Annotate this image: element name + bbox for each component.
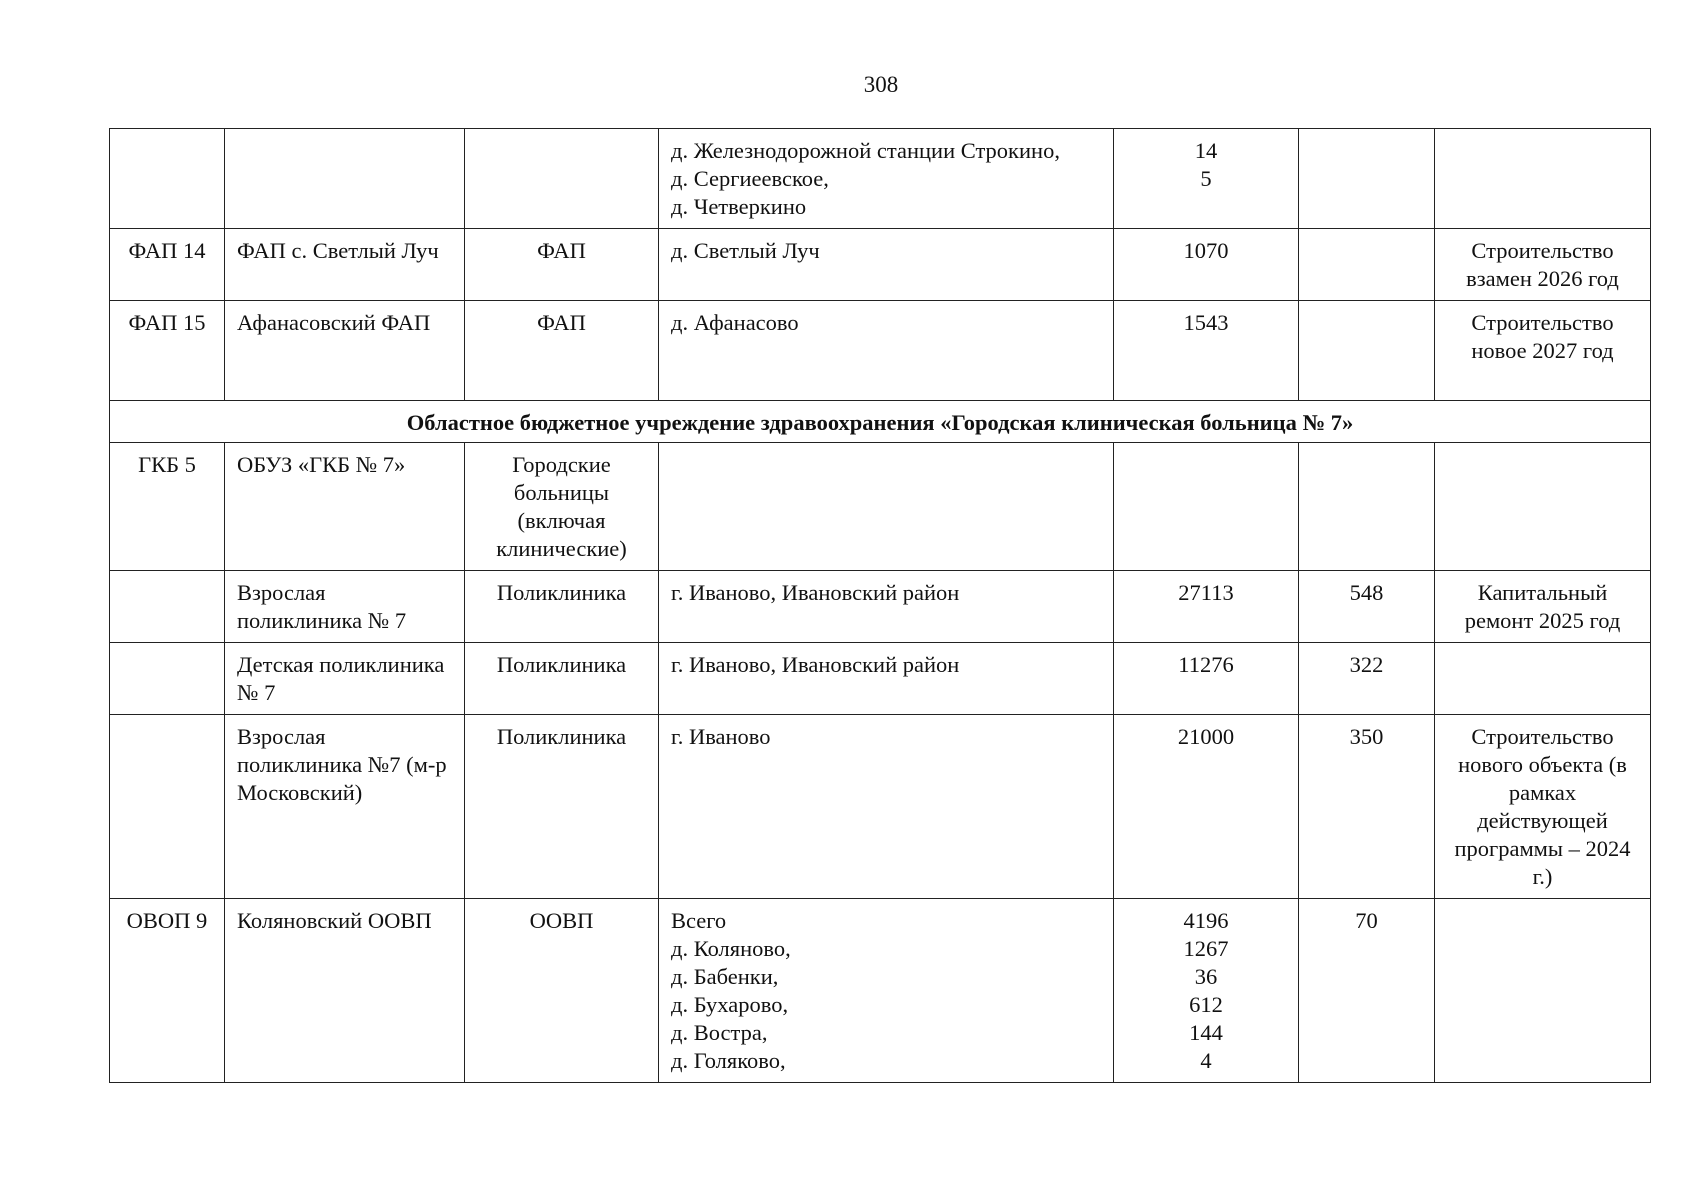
facility-name-cell: Афанасовский ФАП xyxy=(225,301,465,401)
table-row xyxy=(110,899,1651,1083)
table-row xyxy=(110,229,1651,301)
capacity-cell: 350 xyxy=(1299,715,1435,899)
settlements-cell: г. Иваново, Ивановский район xyxy=(659,571,1114,643)
settlements-cell: д. Светлый Луч xyxy=(659,229,1114,301)
facility-name-cell: Детская поликлиника № 7 xyxy=(225,643,465,715)
facilities-table xyxy=(109,128,1651,1083)
population-cell xyxy=(1114,443,1299,571)
capacity-cell xyxy=(1299,229,1435,301)
facility-type-cell: ФАП xyxy=(465,229,659,301)
page-number: 308 xyxy=(863,72,899,97)
capacity-cell xyxy=(1299,129,1435,229)
capacity-cell: 70 xyxy=(1299,899,1435,1083)
facility-name-cell: Коляновский ООВП xyxy=(225,899,465,1083)
facility-name-cell: ФАП с. Светлый Луч xyxy=(225,229,465,301)
section-title: Областное бюджетное учреждение здравоохранения «Городская клиническая больница № 7» xyxy=(110,401,1651,443)
population-cell: 4196 1267 36 612 144 4 xyxy=(1114,899,1299,1083)
facility-name-cell: Взрослая поликлиника №7 (м-р Московский) xyxy=(225,715,465,899)
facility-code-cell: ФАП 15 xyxy=(110,301,225,401)
facility-code-cell xyxy=(110,715,225,899)
facility-code-cell xyxy=(110,129,225,229)
population-cell: 14 5 xyxy=(1114,129,1299,229)
facility-type-cell xyxy=(465,129,659,229)
settlements-cell: д. Железнодорожной станции Строкино, д. Сергиеевское, д. Четверкино xyxy=(659,129,1114,229)
population-cell: 11276 xyxy=(1114,643,1299,715)
facility-code-cell: ГКБ 5 xyxy=(110,443,225,571)
note-cell xyxy=(1435,129,1651,229)
facility-name-cell: Взрослая поликлиника № 7 xyxy=(225,571,465,643)
table-row xyxy=(110,571,1651,643)
facility-type-cell: Поликлиника xyxy=(465,571,659,643)
note-cell: Капитальный ремонт 2025 год xyxy=(1435,571,1651,643)
table-row xyxy=(110,129,1651,229)
settlements-cell: г. Иваново xyxy=(659,715,1114,899)
note-cell: Строительство взамен 2026 год xyxy=(1435,229,1651,301)
table-row xyxy=(110,643,1651,715)
facility-type-cell: ООВП xyxy=(465,899,659,1083)
facility-code-cell: ФАП 14 xyxy=(110,229,225,301)
note-cell xyxy=(1435,443,1651,571)
table-row xyxy=(110,443,1651,571)
facility-code-cell: ОВОП 9 xyxy=(110,899,225,1083)
note-cell: Строительство нового объекта (в рамках действующей программы – 2024 г.) xyxy=(1435,715,1651,899)
facility-type-cell: Городские больницы (включая клинические) xyxy=(465,443,659,571)
facility-code-cell xyxy=(110,571,225,643)
facility-code-cell xyxy=(110,643,225,715)
population-cell: 21000 xyxy=(1114,715,1299,899)
population-cell: 1543 xyxy=(1114,301,1299,401)
facility-name-cell: ОБУЗ «ГКБ № 7» xyxy=(225,443,465,571)
capacity-cell: 322 xyxy=(1299,643,1435,715)
note-cell xyxy=(1435,643,1651,715)
capacity-cell xyxy=(1299,301,1435,401)
facility-name-cell xyxy=(225,129,465,229)
population-cell: 27113 xyxy=(1114,571,1299,643)
facility-type-cell: Поликлиника xyxy=(465,715,659,899)
settlements-cell: г. Иваново, Ивановский район xyxy=(659,643,1114,715)
settlements-cell xyxy=(659,443,1114,571)
capacity-cell xyxy=(1299,443,1435,571)
facility-type-cell: Поликлиника xyxy=(465,643,659,715)
table-row xyxy=(110,715,1651,899)
settlements-cell: Всего д. Коляново, д. Бабенки, д. Бухарово, д. Вострa, д. Голяково, xyxy=(659,899,1114,1083)
note-cell: Строительство новое 2027 год xyxy=(1435,301,1651,401)
table-row xyxy=(110,301,1651,401)
note-cell xyxy=(1435,899,1651,1083)
capacity-cell: 548 xyxy=(1299,571,1435,643)
section-header-row xyxy=(110,401,1651,443)
settlements-cell: д. Афанасово xyxy=(659,301,1114,401)
facility-type-cell: ФАП xyxy=(465,301,659,401)
population-cell: 1070 xyxy=(1114,229,1299,301)
